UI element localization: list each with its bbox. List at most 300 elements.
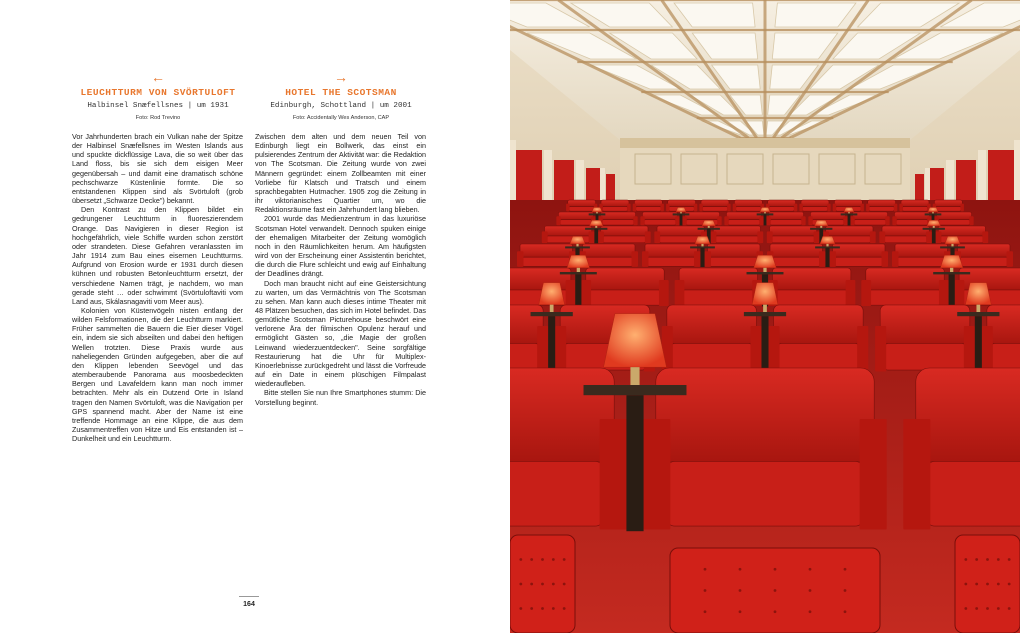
armrest <box>870 231 876 243</box>
tufting-button <box>997 607 1000 610</box>
table-lamp <box>702 220 716 226</box>
armrest <box>759 216 763 225</box>
table-lamp <box>965 283 991 305</box>
seat-cushion <box>710 257 758 266</box>
table-lamp <box>570 236 585 244</box>
seat-back <box>656 368 874 462</box>
seat-back <box>601 200 629 207</box>
armrest <box>666 204 669 212</box>
armrest <box>640 216 644 225</box>
seat-back <box>868 200 896 207</box>
seat-back <box>713 226 760 236</box>
tufting-button <box>552 558 555 561</box>
seat-cushion <box>776 290 847 305</box>
left-column-credit: Foto: Rod Trevino <box>135 115 181 121</box>
tufting-button <box>844 589 847 592</box>
lamp-base <box>630 367 639 385</box>
seat-back <box>901 200 929 207</box>
armrest <box>964 326 975 372</box>
lamp-base <box>951 244 953 247</box>
tufting-button <box>541 558 544 561</box>
armrest <box>589 231 595 243</box>
armrest <box>833 204 836 212</box>
seat-back <box>586 268 664 290</box>
seat-cushion <box>683 290 754 305</box>
seat-back <box>510 268 571 290</box>
seat-back <box>959 268 1020 290</box>
seat-back <box>958 244 1011 257</box>
lamp-base <box>550 305 554 312</box>
seat-cushion <box>936 207 961 212</box>
armrest <box>727 204 730 212</box>
side-table <box>560 272 597 274</box>
tufting-button <box>530 558 533 561</box>
back-wall-face <box>620 138 910 208</box>
armrest <box>600 419 627 530</box>
lamp-base <box>701 244 703 247</box>
seat-back <box>826 226 873 236</box>
armrest <box>926 231 932 243</box>
armrest <box>879 231 885 243</box>
seat-cushion <box>602 220 634 225</box>
seat-back <box>866 268 944 290</box>
armrest <box>757 231 763 243</box>
armrest <box>694 204 697 212</box>
seat-cushion <box>869 207 894 212</box>
lamp-base <box>680 212 681 214</box>
seat-cushion <box>991 344 1020 371</box>
cornice <box>620 138 910 148</box>
page-number: 164 <box>243 601 255 608</box>
armrest <box>517 251 524 267</box>
table-lamp <box>945 236 960 244</box>
seat-back <box>657 226 704 236</box>
seat-cushion <box>560 220 592 225</box>
armrest <box>892 216 896 225</box>
seat-back <box>936 212 971 220</box>
armrest <box>542 231 548 243</box>
seat-back <box>768 212 803 220</box>
armrest <box>1007 251 1014 267</box>
armrest <box>675 216 679 225</box>
table-lamp <box>539 283 565 305</box>
armrest <box>830 251 837 267</box>
arrow-right-icon: → <box>334 69 348 85</box>
table-stand <box>594 229 598 243</box>
seat-cushion <box>773 257 821 266</box>
table-lamp <box>589 220 603 226</box>
armrest <box>799 204 802 212</box>
tufting-button <box>519 558 522 561</box>
left-paragraph-3: Kolonien von Küstenvögeln nisten entlang der wilden Felsformationen, die der Leuchtturm markiert. Früher sammelten die Bauern die Eier dieser Vögel ein, indem sie sich abseilten und dabei den heftigen Wellen trotzten. Diese Praxis wurde aus naheliegenden Gründen aufgegeben, aber die auf den Klippen lebenden Seevögel und das atemberaubende Panorama aus moosbedeckten Bergen und Lavafeldern kann man noch immer betrachten. Mehr als ein Dutzend Orte in Island tragen den Namen Svörtuloft, was die Navigation per GPS spannend macht. Aber der Name ist eine treffende Hommage an eine Klippe, die aus dem Zusammentreffen von Hitze und Eis entstanden ist – Dunkelheit und ein Leuchtturm. <box>72 305 243 444</box>
right-column-header <box>251 70 431 121</box>
seat-cushion <box>736 207 761 212</box>
tufting-button <box>704 610 707 613</box>
seat-cushion <box>666 462 864 527</box>
armrest <box>643 419 670 530</box>
tufting-button <box>975 583 978 586</box>
seat-cushion <box>884 236 927 243</box>
seat-cushion <box>770 220 802 225</box>
armrest <box>814 231 820 243</box>
seat-back <box>880 305 970 344</box>
table-stand <box>848 214 851 225</box>
seat-back <box>601 226 648 236</box>
tufting-button <box>1008 607 1011 610</box>
tufting-button <box>986 558 989 561</box>
armrest <box>694 251 701 267</box>
armrest <box>660 204 663 212</box>
table-stand <box>575 274 581 306</box>
right-paragraph-2: 2001 wurde das Medienzentrum in das luxuriöse Scotsman Hotel verwandelt. Dennoch spuken einige der ehemaligen Mitarbeiter der Zeitung womöglich noch in den Räumlichkeiten herum. Am häufigsten wird von der Erscheinung einer Assistentin berichtet, die durch die Flure schleicht und ewig auf Einhaltung der Deadlines drängt. <box>255 214 426 279</box>
lamp-base <box>763 268 766 272</box>
seat-back <box>701 200 729 207</box>
seat-cushion <box>960 257 1008 266</box>
tufting-button <box>964 583 967 586</box>
armrest <box>808 216 812 225</box>
table-lamp <box>754 255 777 268</box>
seat-back <box>558 212 593 220</box>
tufting-button <box>975 558 978 561</box>
armrest <box>843 216 847 225</box>
seat-back <box>684 212 719 220</box>
tufting-button <box>739 568 742 571</box>
tufting-button <box>552 607 555 610</box>
table-lamp <box>760 207 770 212</box>
table-lamp <box>592 207 602 212</box>
table-stand <box>626 395 643 531</box>
armrest <box>633 204 636 212</box>
seat-back <box>520 244 573 257</box>
armrest <box>581 280 591 306</box>
right-paragraph-3: Doch man braucht nicht auf eine Geistersichtung zu warten, um das Vermächtnis von The Scotsman zu sehen. Man kann auch dieses intime Theater mit 48 Plätzen besuchen, das sich im Hotel befindet. Das gemütliche Scotsman Picturehouse beschwört eine verlorene Ära der filmischen Opulenz herauf und ermöglicht Gästen so, „die Magie der großen Leinwand wiederzuentdecken". Seine sorgfältige Restaurierung hat die Uhr für Multiplex-Kinoerlebnisse zurückgedreht und lässt die Vorfreude auf ein Date in einem plüschigen Filmpalast wiederaufleben. <box>255 278 426 389</box>
armrest <box>982 326 993 372</box>
table-lamp <box>844 207 854 212</box>
side-table <box>933 272 970 274</box>
seat-back <box>726 212 761 220</box>
lamp-base <box>576 244 578 247</box>
tufting-button <box>704 589 707 592</box>
seat-back <box>768 200 796 207</box>
seat-back <box>801 200 829 207</box>
armrest <box>724 216 728 225</box>
side-table <box>584 385 687 395</box>
seat-cushion <box>854 220 886 225</box>
side-table <box>531 312 573 316</box>
tufting-button <box>986 607 989 610</box>
table-stand <box>949 274 955 306</box>
lamp-base <box>596 212 597 214</box>
lamp-base <box>976 305 980 312</box>
seat-cushion <box>603 236 646 243</box>
armrest <box>794 204 797 212</box>
side-table <box>957 312 999 316</box>
table-stand <box>700 248 704 267</box>
tufting-button <box>530 607 533 610</box>
seat-back <box>770 226 817 236</box>
seat-back <box>895 244 948 257</box>
armrest <box>969 216 973 225</box>
armrest <box>633 216 637 225</box>
armrest <box>632 251 639 267</box>
seat-back <box>774 305 864 344</box>
lamp-base <box>577 268 580 272</box>
armrest <box>894 204 897 212</box>
seat-cushion <box>510 462 604 527</box>
armrest <box>857 326 868 372</box>
table-stand <box>761 316 768 372</box>
armrest <box>598 231 604 243</box>
seat-back <box>642 212 677 220</box>
seat-back <box>667 305 757 344</box>
left-column-body <box>72 132 243 443</box>
armrest <box>555 326 566 372</box>
seat-cushion <box>671 344 752 371</box>
seat-back <box>668 200 696 207</box>
seat-cushion <box>523 257 571 266</box>
armrest <box>860 419 887 530</box>
seat-back <box>679 268 757 290</box>
table-stand <box>825 248 829 267</box>
tufting-button <box>541 607 544 610</box>
seat-cushion <box>585 257 633 266</box>
seat-back <box>852 212 887 220</box>
tufting-button <box>774 589 777 592</box>
tufting-button <box>552 583 555 586</box>
armrest <box>850 216 854 225</box>
tufting-button <box>774 610 777 613</box>
seat-cushion <box>902 207 927 212</box>
armrest <box>627 204 630 212</box>
tufting-button <box>704 568 707 571</box>
tufting-button <box>1008 583 1011 586</box>
table-lamp <box>940 255 963 268</box>
seat-cushion <box>896 220 928 225</box>
tufting-button <box>997 583 1000 586</box>
lamp-base <box>820 226 822 228</box>
armrest <box>982 231 988 243</box>
armrest <box>827 204 830 212</box>
seat-cushion <box>926 462 1020 527</box>
table-lamp <box>928 207 938 212</box>
armrest <box>936 231 942 243</box>
tufting-button <box>563 558 566 561</box>
left-column-header <box>68 70 248 121</box>
armrest <box>955 280 965 306</box>
armrest <box>767 231 773 243</box>
lamp-base <box>933 226 935 228</box>
side-table <box>747 272 784 274</box>
lamp-base <box>826 244 828 247</box>
armrest <box>645 231 651 243</box>
armrest <box>682 216 686 225</box>
seat-cushion <box>636 207 661 212</box>
armrest <box>659 280 669 306</box>
seat-cushion <box>884 344 965 371</box>
tufting-button <box>519 583 522 586</box>
armrest <box>892 251 899 267</box>
tufting-button <box>975 607 978 610</box>
tufting-button <box>844 568 847 571</box>
tufting-button <box>844 610 847 613</box>
seat-back <box>938 226 985 236</box>
tufting-button <box>809 589 812 592</box>
lamp-base <box>595 226 597 228</box>
seat-cushion <box>769 207 794 212</box>
seat-back <box>583 244 636 257</box>
seat-back <box>833 244 886 257</box>
tufting-button <box>563 583 566 586</box>
seat-cushion <box>569 207 594 212</box>
seat-back <box>734 200 762 207</box>
tufting-button <box>1008 558 1011 561</box>
tufting-button <box>986 583 989 586</box>
armrest <box>861 280 871 306</box>
armrest <box>899 204 902 212</box>
seat-back <box>770 244 823 257</box>
lamp-base <box>763 305 767 312</box>
table-lamp <box>695 236 710 244</box>
seat-cushion <box>772 236 815 243</box>
tufting-button <box>519 607 522 610</box>
armrest <box>654 231 660 243</box>
seat-back <box>916 368 1020 462</box>
seat-back <box>634 200 662 207</box>
side-table <box>744 312 786 316</box>
seat-cushion <box>702 207 727 212</box>
seat-cushion <box>716 236 759 243</box>
table-lamp <box>567 255 590 268</box>
seat-back <box>545 226 592 236</box>
armrest <box>819 251 826 267</box>
left-paragraph-2: Den Kontrast zu den Klippen bildet ein gedrungener Leuchtturm in fluoreszierendem Orange. Das Navigieren in dieser Region ist hochgefährlich, viele Schiffe wurden schon zerstört oder strandeten. Diese Gefahren veranlassten im Jahr 1914 zum Bau eines eisernen Leuchtturms. Aufgrund von Erosion wurde er 1931 durch diesen kühnen und robusten Betonleuchtturm ersetzt, der verschiedene Namen trägt, je nachdem, wo man gerade steht … oder schwimmt (Svörtuloftaviti vom Land aus, Skálasnagaviti vom Meer aus). <box>72 205 243 306</box>
cinema-auditorium-illustration <box>510 0 1020 633</box>
tufting-button <box>997 558 1000 561</box>
armrest <box>866 204 869 212</box>
seat-back <box>834 200 862 207</box>
table-lamp <box>814 220 828 226</box>
seat-back <box>934 200 962 207</box>
tufting-button <box>809 568 812 571</box>
table-lamp <box>820 236 835 244</box>
armrest <box>556 216 560 225</box>
seat-cushion <box>898 257 946 266</box>
seat-cushion <box>870 290 941 305</box>
armrest <box>705 251 712 267</box>
seat-back <box>510 368 614 462</box>
lamp-base <box>848 212 849 214</box>
seat-back <box>568 200 596 207</box>
armrest <box>846 280 856 306</box>
armrest <box>675 280 685 306</box>
table-stand <box>548 316 555 372</box>
seat-cushion <box>510 344 539 371</box>
armrest <box>642 251 649 267</box>
armrest <box>885 216 889 225</box>
left-column-title: LEUCHTTURM VON SVÖRTULOFT <box>80 87 236 98</box>
seat-cushion <box>728 220 760 225</box>
armrest <box>717 216 721 225</box>
seat-cushion <box>778 344 859 371</box>
folio-rule <box>239 596 259 597</box>
seat-back <box>772 268 850 290</box>
seat-back <box>708 244 761 257</box>
tufting-button <box>739 610 742 613</box>
tufting-button <box>530 583 533 586</box>
table-lamp <box>752 283 778 305</box>
table-stand <box>680 214 683 225</box>
armrest <box>750 326 761 372</box>
seat-cushion <box>644 220 676 225</box>
seat-back <box>600 212 635 220</box>
arrow-left-icon: ← <box>151 69 165 85</box>
table-stand <box>932 229 936 243</box>
armrest <box>711 231 717 243</box>
lamp-base <box>932 212 933 214</box>
armrest <box>566 280 576 306</box>
armrest <box>903 419 930 530</box>
left-column-subtitle: Halbinsel Snæfellsnes | um 1931 <box>87 102 229 110</box>
seat-cushion <box>590 290 661 305</box>
armrest <box>939 280 949 306</box>
right-paragraph-1: Zwischen dem alten und dem neuen Teil von Edinburgh liegt ein Bollwerk, das einst ein pulsierendes Zentrum der Aktivität war: die Redaktion von The Scotsman. Die Zeitung wurde von zwei Männern gegründet: einem Zollbeamten mit einer Vorliebe für Klatsch und Tratsch und einem sprachbegabten Hutmacher. 1905 zog die Zeitung in ihr viktorianisches Quartier um, wo die Redaktionsräume fast ein Jahrhundert lang blieben. <box>255 132 426 215</box>
tufting-button <box>774 568 777 571</box>
cinema-photo <box>510 0 1020 633</box>
armrest <box>733 204 736 212</box>
tufting-button <box>964 607 967 610</box>
right-column-body <box>255 132 426 407</box>
armrest <box>882 251 889 267</box>
right-paragraph-4: Bitte stellen Sie nun Ihre Smartphones stumm: Die Vorstellung beginnt. <box>255 388 426 407</box>
armrest <box>768 326 779 372</box>
right-column-credit: Foto: Accidentally Wes Anderson, CAP <box>292 115 390 121</box>
armrest <box>801 216 805 225</box>
armrest <box>960 204 963 212</box>
table-lamp <box>676 207 686 212</box>
seat-back <box>810 212 845 220</box>
left-paragraph-1: Vor Jahrhunderten brach ein Vulkan nahe der Spitze der Halbinsel Snæfellsnes im Westen Islands aus und spuckte dickflüssige Lava, die so weit über das Land floss, bis sie sich dem eisigen Meer gegenübersah – und damit eine dramatisch schöne pechschwarze Küstenlinie formte. Die so entstandenen Klippen sind als Svörtuloft (grob übersetzt „Schwarze Decke") bekannt. <box>72 132 243 206</box>
right-column-subtitle: Edinburgh, Schottland | um 2001 <box>270 102 412 110</box>
tufting-button <box>809 610 812 613</box>
table-stand <box>975 316 982 372</box>
seat-cushion <box>835 257 883 266</box>
seat-rows <box>510 200 1020 633</box>
seat-back <box>645 244 698 257</box>
armrest <box>566 204 569 212</box>
seat-cushion <box>938 220 970 225</box>
armrest <box>875 326 886 372</box>
table-stand <box>764 214 767 225</box>
lamp-base <box>708 226 710 228</box>
armrest <box>699 204 702 212</box>
seat-cushion <box>648 257 696 266</box>
seat-back <box>882 226 929 236</box>
right-column-title: HOTEL THE SCOTSMAN <box>285 87 397 98</box>
tufting-button <box>541 583 544 586</box>
armrest <box>766 216 770 225</box>
armrest <box>860 204 863 212</box>
seat-back <box>894 212 929 220</box>
tufting-button <box>964 558 967 561</box>
seat-cushion <box>602 207 627 212</box>
tufting-button <box>739 589 742 592</box>
tufting-button <box>563 607 566 610</box>
lamp-base <box>950 268 953 272</box>
armrest <box>537 326 548 372</box>
table-lamp <box>927 220 941 226</box>
lamp-base <box>764 212 765 214</box>
seat-cushion <box>802 207 827 212</box>
